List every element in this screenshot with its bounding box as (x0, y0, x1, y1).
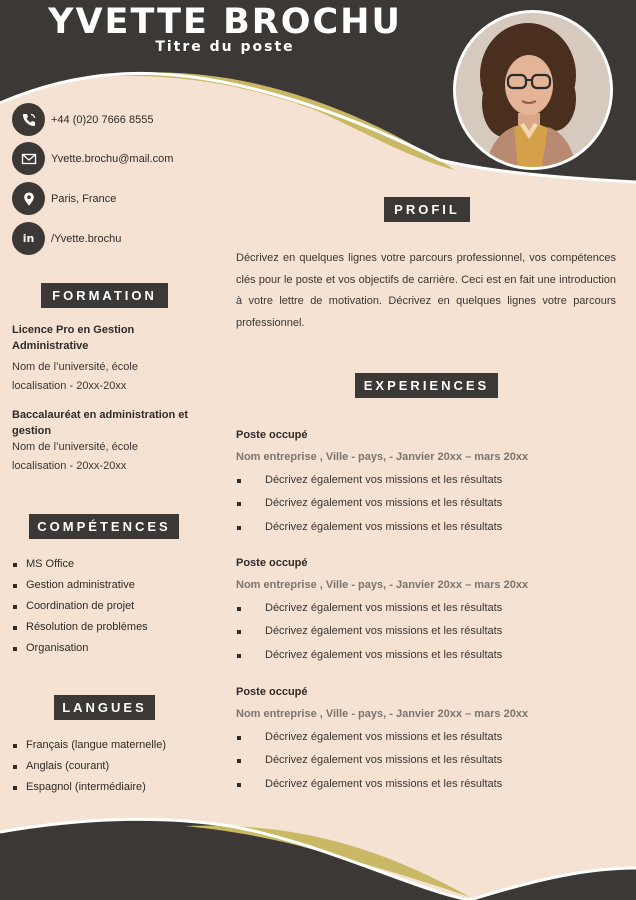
list-item: Organisation (12, 638, 148, 659)
list-item: Décrivez également vos missions et les résultats (236, 492, 616, 515)
job-position: Poste occupé (236, 429, 308, 441)
profile-text: Décrivez en quelques lignes votre parcours professionnel, vos compétences clés pour le poste et vos objectifs de carrière. Ceci est en fait une introduction à votre lettre de motivation. Décrivez en quelques lignes votre parcours professionnel. (236, 252, 616, 329)
contact-location (12, 182, 116, 215)
list-item: Anglais (courant) (12, 756, 166, 777)
job-tasks (236, 597, 616, 667)
job-meta: Nom entreprise , Ville - pays, - Janvier 20xx – mars 20xx (236, 451, 529, 463)
phone-icon (12, 103, 45, 136)
job-meta: Nom entreprise , Ville - pays, - Janvier 20xx – mars 20xx (236, 708, 529, 720)
job-tasks (236, 469, 616, 539)
competences-list (12, 554, 148, 659)
contact-linkedin (12, 222, 121, 255)
langues-list (12, 735, 166, 798)
contact-phone-text: +44 (0)20 7666 8555 (51, 113, 154, 126)
list-item: Décrivez également vos missions et les résultats (236, 773, 616, 796)
list-item: Français (langue maternelle) (12, 735, 166, 756)
list-item: Décrivez également vos missions et les résultats (236, 749, 616, 772)
job-position: Poste occupé (236, 557, 308, 569)
list-item: Décrivez également vos missions et les résultats (236, 469, 616, 492)
list-item: MS Office (12, 554, 148, 575)
list-item: Décrivez également vos missions et les résultats (236, 644, 616, 667)
langues-heading: LANGUES (54, 695, 155, 720)
contact-location-text: Paris, France (51, 192, 117, 205)
list-item: Gestion administrative (12, 575, 148, 596)
profile-photo (453, 10, 613, 170)
job-tasks (236, 726, 616, 796)
degree-school: Nom de l’université, école (12, 361, 138, 373)
contact-phone (12, 103, 153, 136)
formation-item (12, 322, 202, 394)
job-meta: Nom entreprise , Ville - pays, - Janvier 20xx – mars 20xx (236, 579, 529, 591)
contact-linkedin-text: /Yvette.brochu (51, 232, 122, 245)
list-item: Résolution de problèmes (12, 617, 148, 638)
experience-item (236, 553, 616, 667)
competences-heading: COMPÉTENCES (29, 514, 179, 539)
contact-email-text: Yvette.brochu@mail.com (51, 152, 174, 165)
location-pin-icon (12, 182, 45, 215)
contact-email (12, 142, 173, 175)
list-item: Décrivez également vos missions et les résultats (236, 726, 616, 749)
degree-school: Nom de l’université, école (12, 441, 138, 453)
person-name: YVETTE BROCHU (48, 2, 402, 42)
list-item: Espagnol (intermédiaire) (12, 777, 166, 798)
list-item: Décrivez également vos missions et les résultats (236, 516, 616, 539)
degree-dates: localisation - 20xx-20xx (12, 460, 127, 472)
list-item: Décrivez également vos missions et les résultats (236, 597, 616, 620)
linkedin-icon: in (12, 222, 45, 255)
experiences-heading: EXPERIENCES (355, 373, 498, 398)
portrait-illustration (456, 13, 610, 167)
profil-heading: PROFIL (384, 197, 470, 222)
degree-title: Licence Pro en Gestion Administrative (12, 324, 135, 352)
formation-item (12, 407, 202, 474)
mail-icon (12, 142, 45, 175)
job-title: Titre du poste (155, 39, 295, 55)
list-item: Coordination de projet (12, 596, 148, 617)
job-position: Poste occupé (236, 686, 308, 698)
formation-heading: FORMATION (41, 283, 168, 308)
list-item: Décrivez également vos missions et les résultats (236, 620, 616, 643)
experience-item (236, 425, 616, 539)
degree-title: Baccalauréat en administration et gestion (12, 409, 189, 437)
degree-dates: localisation - 20xx-20xx (12, 380, 127, 392)
experience-item (236, 682, 616, 796)
